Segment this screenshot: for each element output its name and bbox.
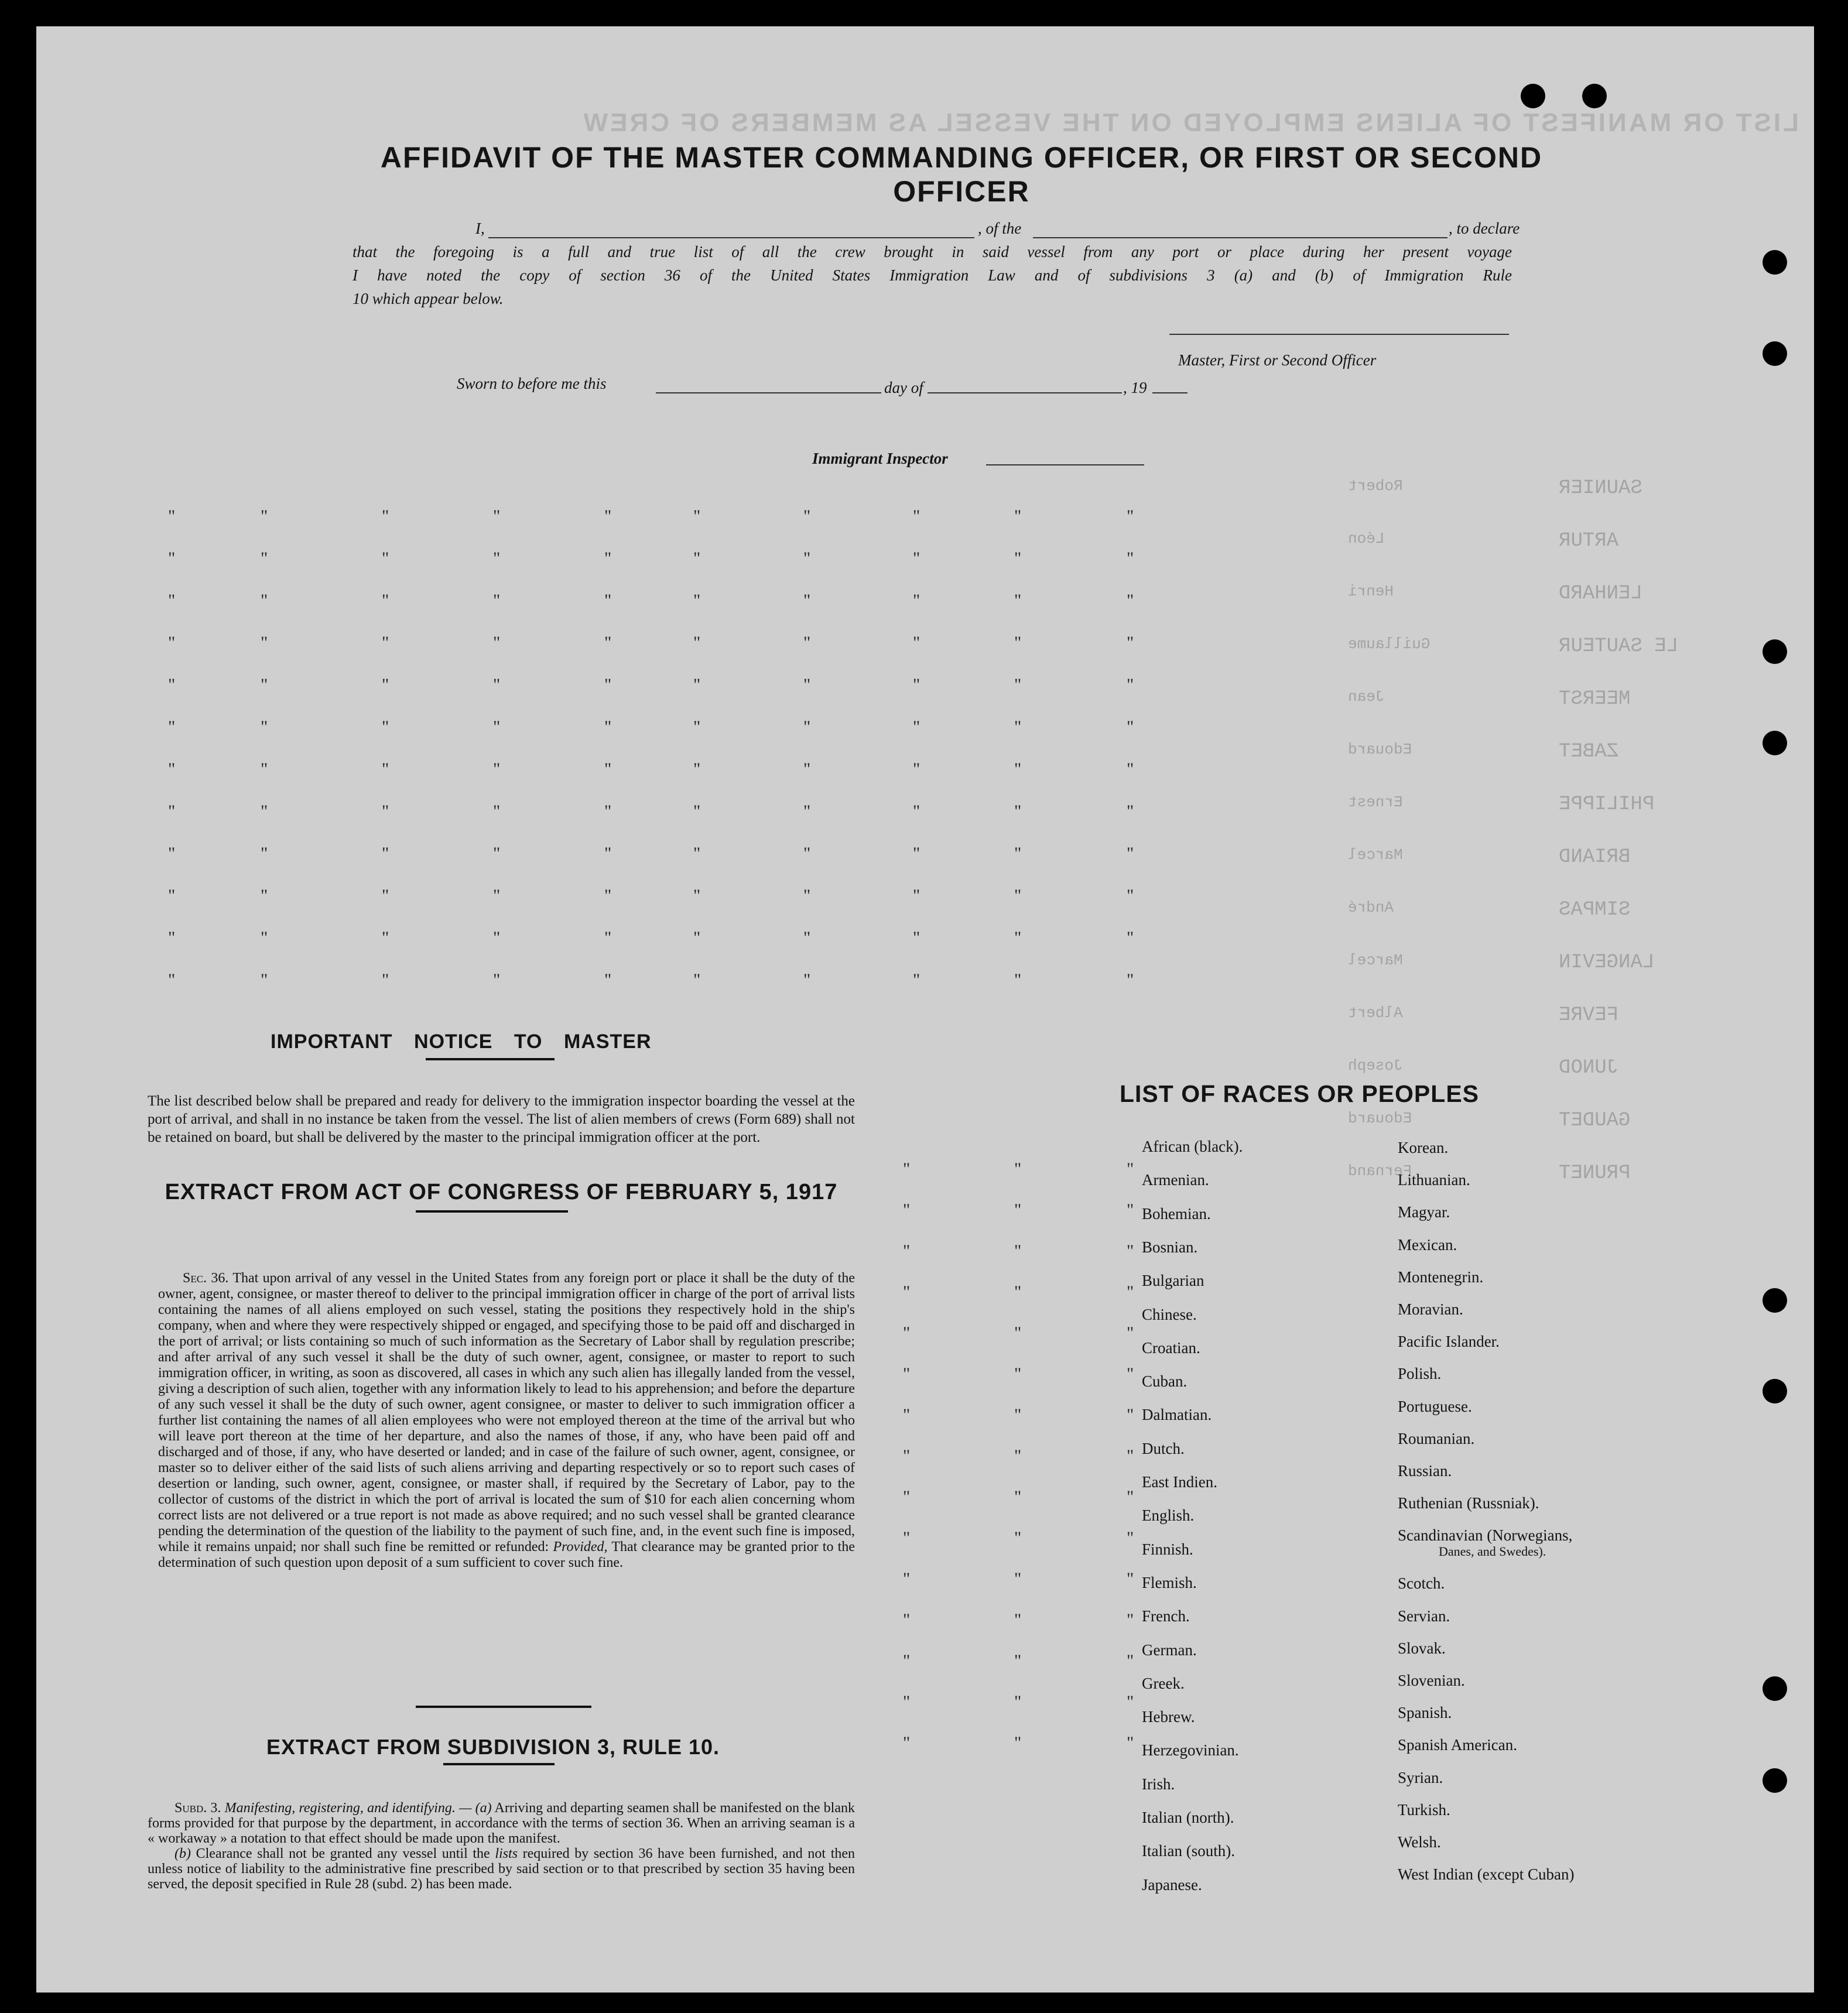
part-a-label: — (a) [459, 1800, 492, 1816]
notice-text: The list described below shall be prepared and ready for delivery to the immigration inspector boarding the vessel at the port of arrival, and shall in no instance be taken from the vessel. The list of alien members of crews (Form 689) shall not be retained on board, but shall be delivered by the master to the principal immigration officer at the port. [148, 1093, 855, 1145]
ditto-mark: " [1127, 1200, 1134, 1220]
ditto-mark: " [803, 549, 811, 568]
subd-a [148, 1800, 855, 1846]
ditto-mark: " [1014, 802, 1022, 821]
ditto-mark: " [903, 1569, 911, 1589]
ditto-mark: " [604, 844, 612, 863]
binder-hole [1763, 731, 1787, 755]
race-item: Lithuanian. [1398, 1171, 1470, 1189]
binder-hole [1763, 341, 1787, 366]
ditto-mark: " [493, 759, 501, 779]
ditto-mark: " [1014, 506, 1022, 526]
bleed-through-given-name: Ernest [1348, 793, 1403, 811]
ditto-mark: " [913, 844, 920, 863]
ditto-mark: " [493, 802, 501, 821]
ditto-mark: " [1127, 1241, 1134, 1261]
bleed-through-surname: FEVRE [1559, 1004, 1619, 1026]
race-item: Armenian. [1142, 1171, 1209, 1189]
bleed-through-surname: LE SAUTEUR [1559, 635, 1679, 658]
part-a-text: Arriving and departing seamen shall be manifested on the blank forms provided for that purpose by the department, in accordance with the terms of section 36. When an arriving seaman is a « workaway » a notation to that effect should be made upon the manifest. [148, 1800, 855, 1846]
bleed-through-given-name: Léon [1348, 530, 1385, 547]
race-item: Croatian. [1142, 1338, 1200, 1357]
ditto-mark: " [168, 591, 176, 610]
ditto-mark: " [803, 886, 811, 905]
ditto-mark: " [382, 591, 389, 610]
ditto-mark: " [1127, 1405, 1134, 1425]
ditto-mark: " [1127, 844, 1134, 863]
ditto-mark: " [1014, 759, 1022, 779]
race-item: Greek. [1142, 1674, 1185, 1692]
ditto-mark: " [903, 1323, 911, 1343]
ditto-mark: " [1127, 633, 1134, 652]
race-item: Chinese. [1142, 1305, 1197, 1323]
ditto-mark: " [382, 928, 389, 947]
ditto-mark: " [493, 506, 501, 526]
ditto-mark: " [1014, 633, 1022, 652]
affidavit-title: AFFIDAVIT OF THE MASTER COMMANDING OFFICER, OR FIRST OR SECOND OFFICER [380, 141, 1543, 208]
ditto-mark: " [913, 717, 920, 737]
race-item: Finnish. [1142, 1540, 1193, 1558]
ditto-mark: " [168, 633, 176, 652]
ditto-mark: " [382, 549, 389, 568]
ditto-mark: " [903, 1610, 911, 1629]
race-item: Turkish. [1398, 1800, 1450, 1819]
ditto-mark: " [1127, 1364, 1134, 1384]
ditto-mark: " [1127, 549, 1134, 568]
race-item: Scotch. [1398, 1574, 1445, 1593]
ditto-mark: " [382, 802, 389, 821]
binder-hole [1763, 639, 1787, 664]
ditto-mark: " [1014, 1282, 1022, 1302]
ditto-mark: " [693, 717, 701, 737]
inspector-label: Immigrant Inspector [812, 450, 948, 467]
bleed-through-given-name: André [1348, 899, 1394, 916]
ditto-mark: " [1014, 1364, 1022, 1384]
race-item: Bulgarian [1142, 1272, 1204, 1290]
ditto-mark: " [803, 970, 811, 990]
bleed-through-surname: SAUNIER [1559, 477, 1642, 499]
ditto-mark: " [1127, 717, 1134, 737]
ditto-mark: " [261, 759, 268, 779]
race-item: Portuguese. [1398, 1397, 1472, 1415]
ditto-mark: " [1014, 928, 1022, 947]
rule-title-underline [443, 1763, 555, 1765]
race-item: Welsh. [1398, 1833, 1441, 1851]
ditto-mark: " [903, 1692, 911, 1711]
bleed-through-surname: GAUDET [1559, 1110, 1631, 1132]
ditto-mark: " [1014, 1733, 1022, 1752]
ditto-mark: " [261, 886, 268, 905]
ditto-mark: " [382, 506, 389, 526]
race-item: Montenegrin. [1398, 1268, 1484, 1286]
ditto-mark: " [693, 633, 701, 652]
ditto-mark: " [382, 970, 389, 990]
bleed-through-given-name: Guillaume [1348, 635, 1431, 653]
race-item: Polish. [1398, 1365, 1442, 1383]
race-item: Slovenian. [1398, 1672, 1465, 1689]
race-item: Roumanian. [1398, 1429, 1475, 1447]
bleed-through-given-name: Albert [1348, 1004, 1403, 1022]
ditto-mark: " [604, 633, 612, 652]
bleed-through-surname: ZABET [1559, 741, 1619, 763]
bleed-through-given-name: Jean [1348, 688, 1385, 706]
ditto-mark: " [693, 549, 701, 568]
ditto-mark: " [1127, 802, 1134, 821]
ditto-mark: " [1127, 1651, 1134, 1670]
binder-hole [1763, 1379, 1787, 1403]
race-item: Irish. [1142, 1775, 1175, 1793]
ditto-mark: " [1014, 970, 1022, 990]
ditto-mark: " [168, 844, 176, 863]
ditto-mark: " [1014, 1692, 1022, 1711]
ditto-mark: " [604, 886, 612, 905]
binder-hole [1582, 84, 1607, 108]
day-of-label: day of [884, 379, 923, 396]
ditto-mark: " [493, 591, 501, 610]
inspector-signature-line [986, 464, 1144, 465]
races-column-1 [1142, 1138, 1388, 1922]
act-extract-end-rule [416, 1706, 591, 1708]
race-item: Scandinavian (Norwegians, [1398, 1526, 1573, 1545]
bleed-through-given-name: Fernand [1348, 1162, 1412, 1180]
ditto-mark: " [493, 549, 501, 568]
bleed-through-given-name: Joseph [1348, 1057, 1403, 1074]
ditto-mark: " [261, 506, 268, 526]
race-item: Bohemian. [1142, 1204, 1211, 1223]
ditto-mark: " [382, 675, 389, 694]
ditto-mark: " [803, 633, 811, 652]
act-title-underline [416, 1210, 568, 1213]
ditto-mark: " [604, 759, 612, 779]
ditto-mark: " [903, 1364, 911, 1384]
ditto-mark: " [1127, 1528, 1134, 1548]
ditto-mark: " [903, 1241, 911, 1261]
ditto-mark: " [168, 717, 176, 737]
ditto-mark: " [903, 1200, 911, 1220]
race-item: Moravian. [1398, 1300, 1463, 1318]
ditto-mark: " [604, 549, 612, 568]
race-item: Dalmatian. [1142, 1406, 1212, 1424]
affidavit-i-label: I, [475, 220, 485, 237]
provided-label: Provided, [553, 1539, 608, 1555]
ditto-mark: " [693, 970, 701, 990]
master-signature-line [1169, 334, 1509, 335]
ditto-mark: " [913, 928, 920, 947]
ditto-mark: " [168, 549, 176, 568]
rule-extract-title: EXTRACT FROM SUBDIVISION 3, RULE 10. [266, 1735, 720, 1759]
ditto-mark: " [803, 506, 811, 526]
bleed-through-header: LIST OR MANIFEST OF ALIENS EMPLOYED ON THE VESSEL AS MEMBERS OF CREW [581, 108, 1799, 137]
ditto-mark: " [1014, 1487, 1022, 1507]
ditto-mark: " [168, 759, 176, 779]
ditto-mark: " [261, 928, 268, 947]
ditto-mark: " [604, 675, 612, 694]
ditto-mark: " [168, 506, 176, 526]
affidavit-of-the-label: , of the [978, 220, 1022, 237]
rule-extract-text [148, 1800, 855, 1892]
ditto-mark: " [261, 591, 268, 610]
race-item: French. [1142, 1607, 1190, 1625]
bleed-through-surname: LENHARD [1559, 583, 1642, 605]
bleed-through-given-name: Edouard [1348, 1110, 1412, 1127]
ditto-mark: " [913, 633, 920, 652]
ditto-mark: " [1127, 1323, 1134, 1343]
ditto-mark: " [493, 928, 501, 947]
ditto-mark: " [1014, 1446, 1022, 1466]
year-label: , 19 [1123, 379, 1147, 396]
binder-hole [1763, 1288, 1787, 1313]
master-signature-label: Master, First or Second Officer [1178, 351, 1377, 369]
ditto-mark: " [693, 675, 701, 694]
ditto-mark: " [604, 506, 612, 526]
ditto-mark: " [903, 1651, 911, 1670]
ditto-mark: " [261, 549, 268, 568]
race-item: Russian. [1398, 1462, 1452, 1480]
ditto-mark: " [493, 886, 501, 905]
bleed-through-given-name: Henri [1348, 583, 1394, 600]
ditto-mark: " [693, 802, 701, 821]
bleed-through-given-name: Marcel [1348, 951, 1403, 969]
ditto-mark: " [1014, 1323, 1022, 1343]
affidavit-line-3: I have noted the copy of section 36 of the United States Immigration Law and of subdivisions 3 (a) and (b) of Immigration Rule [353, 266, 1512, 284]
ditto-mark: " [382, 717, 389, 737]
sworn-day-blank [656, 392, 881, 393]
race-item: Danes, and Swedes). [1439, 1544, 1546, 1559]
part-b-lists: lists [495, 1846, 518, 1861]
notice-title-underline [426, 1058, 555, 1060]
ditto-mark: " [1127, 591, 1134, 610]
ditto-mark: " [903, 1282, 911, 1302]
year-blank [1152, 392, 1187, 393]
ditto-mark: " [1127, 506, 1134, 526]
race-item: Pacific Islander. [1398, 1333, 1500, 1351]
race-item: Italian (north). [1142, 1809, 1234, 1826]
ditto-mark: " [803, 928, 811, 947]
race-item: Dutch. [1142, 1439, 1185, 1457]
section-body-end: That clearance may be granted prior to the determination of such question upon deposit of a sum sufficient to cover such fine. [158, 1539, 855, 1570]
ditto-mark: " [903, 1528, 911, 1548]
ditto-mark: " [261, 844, 268, 863]
ditto-mark: " [1014, 1200, 1022, 1220]
ditto-mark: " [261, 675, 268, 694]
ditto-mark: " [913, 591, 920, 610]
ditto-mark: " [261, 717, 268, 737]
ditto-mark: " [1127, 759, 1134, 779]
binder-hole [1763, 1768, 1787, 1793]
ditto-mark: " [693, 759, 701, 779]
vessel-blank [1033, 237, 1447, 238]
ditto-mark: " [913, 549, 920, 568]
ditto-mark: " [1014, 591, 1022, 610]
ditto-mark: " [604, 717, 612, 737]
ditto-mark: " [693, 886, 701, 905]
affidavit-line-4: 10 which appear below. [353, 290, 504, 307]
ditto-mark: " [903, 1733, 911, 1752]
ditto-mark: " [1127, 1610, 1134, 1629]
binder-hole [1521, 84, 1545, 108]
binder-hole [1763, 250, 1787, 275]
ditto-mark: " [913, 802, 920, 821]
race-item: Servian. [1398, 1607, 1450, 1625]
races-title: LIST OF RACES OR PEOPLES [1120, 1080, 1480, 1107]
race-item: Italian (south). [1142, 1842, 1235, 1860]
ditto-mark: " [1014, 1241, 1022, 1261]
ditto-mark: " [493, 844, 501, 863]
ditto-mark: " [604, 591, 612, 610]
bleed-through-surname: LANGEVIN [1559, 951, 1655, 974]
race-item: Mexican. [1398, 1235, 1457, 1254]
bleed-through-given-name: Marcel [1348, 846, 1403, 864]
subd-label: Subd. 3. [174, 1800, 221, 1816]
ditto-mark: " [913, 675, 920, 694]
ditto-mark: " [382, 633, 389, 652]
ditto-mark: " [382, 886, 389, 905]
ditto-mark: " [1127, 675, 1134, 694]
ditto-mark: " [1127, 1487, 1134, 1507]
section-label: Sec. 36. [183, 1271, 229, 1286]
bleed-through-surname: PHILIPPE [1559, 793, 1655, 816]
notice-title: IMPORTANT NOTICE TO MASTER [271, 1031, 652, 1053]
ditto-mark: " [1014, 717, 1022, 737]
subd-b [148, 1846, 855, 1892]
race-item: Korean. [1398, 1139, 1449, 1156]
ditto-mark: " [168, 802, 176, 821]
ditto-mark: " [1127, 1446, 1134, 1466]
race-item: Hebrew. [1142, 1708, 1195, 1726]
ditto-mark: " [913, 886, 920, 905]
ditto-mark: " [604, 970, 612, 990]
affidavit-to-declare-label: , to declare [1449, 220, 1520, 237]
manifest-back-page [36, 26, 1814, 1993]
race-item: East Indien. [1142, 1473, 1217, 1491]
ditto-mark: " [903, 1159, 911, 1179]
race-item: Flemish. [1142, 1573, 1197, 1591]
ditto-mark: " [803, 717, 811, 737]
part-b-text-1: Clearance shall not be granted any vessel until the [196, 1846, 490, 1861]
ditto-mark: " [1014, 1405, 1022, 1425]
bleed-through-given-name: Edouard [1348, 741, 1412, 758]
ditto-mark: " [168, 928, 176, 947]
ditto-mark: " [493, 970, 501, 990]
ditto-mark: " [1127, 1692, 1134, 1711]
bleed-through-surname: PRUNET [1559, 1162, 1631, 1184]
race-item: English. [1142, 1507, 1195, 1525]
ditto-mark: " [693, 591, 701, 610]
ditto-mark: " [261, 633, 268, 652]
ditto-mark: " [1014, 844, 1022, 863]
bleed-through-given-name: Robert [1348, 477, 1403, 495]
ditto-mark: " [903, 1405, 911, 1425]
race-item: Herzegovinian. [1142, 1741, 1239, 1759]
ditto-mark: " [493, 675, 501, 694]
section-body: That upon arrival of any vessel in the United States from any foreign port or place it shall be the duty of the owner, agent, consignee, or master thereof to deliver to the principal immigration officer in charge of the port of arrival lists containing the names of all aliens employed on such vessel, stating the positions they respectively hold in the ship's company, when and where they were respectively shipped or engaged, and specifying those to be paid off and discharged in the port of arrival; or lists containing so much of such information as the Secretary of Labor shall by regulation prescribe; and after arrival of any such vessel it shall be the duty of such owner, agent, consignee, or master to report to such immigration officer, in writing, as soon as discovered, all cases in which any such alien has illegally landed from the vessel, giving a description of such alien, together with any information likely to lead to his apprehension; and before the departure of any such vessel it shall be the duty of such owner, agent consignee, or master to deliver to such immigration officer a further list containing the names of all alien employees who were not employed thereon at the time of the arrival but who will leave port thereon at the time of her departure, and also the names of those, if any, who have been paid off and discharged and of those, if any, who have deserted or landed; and in case of the failure of such owner, agent, consignee, or master so to deliver either of the said lists of such aliens arriving and departing respectively or so to report such cases of desertion or landing, such owner, agent, consignee, or master shall, if required by the Secretary of Labor, pay to the collector of customs of the district in which the port of arrival is located the sum of $10 for each alien concerning whom correct lists are not delivered or a true report is not made as above required; and no such vessel shall be granted clearance pending the determination of the question of the liability to the payment of such fine, and, in the event such fine is imposed, while it remains unpaid; nor shall such fine be remitted or refunded: [158, 1271, 855, 1555]
race-item: Ruthenian (Russniak). [1398, 1494, 1539, 1512]
race-item: African (black). [1142, 1138, 1243, 1155]
ditto-mark: " [1127, 970, 1134, 990]
ditto-mark: " [168, 886, 176, 905]
part-b-text-2: required by section 36 have been furnished, and not then unless notice of liability to the administrative fine prescribed by said section or to that prescribed by section 35 having been served, the deposit specified in Rule 28 (subd. 2) has been made. [148, 1846, 855, 1892]
ditto-mark: " [913, 506, 920, 526]
name-blank [488, 237, 974, 238]
ditto-mark: " [693, 928, 701, 947]
ditto-mark: " [1127, 928, 1134, 947]
affidavit-line-2: that the foregoing is a full and true list of all the crew brought in said vessel from any port or place during her present voyage [353, 243, 1512, 261]
ditto-mark: " [168, 970, 176, 990]
ditto-mark: " [261, 970, 268, 990]
race-item: Spanish. [1398, 1704, 1452, 1722]
ditto-mark: " [261, 802, 268, 821]
bleed-through-surname: JUNOD [1559, 1057, 1619, 1079]
race-item: Slovak. [1398, 1639, 1446, 1657]
ditto-mark: " [604, 802, 612, 821]
ditto-mark: " [1014, 1610, 1022, 1629]
race-item: German. [1142, 1641, 1197, 1659]
ditto-mark: " [803, 591, 811, 610]
ditto-mark: " [493, 717, 501, 737]
ditto-mark: " [913, 970, 920, 990]
ditto-mark: " [1127, 1569, 1134, 1589]
race-item: Bosnian. [1142, 1238, 1198, 1256]
race-item: Spanish American. [1398, 1736, 1517, 1754]
ditto-mark: " [903, 1446, 911, 1466]
bleed-through-surname: ARTUR [1559, 530, 1619, 552]
binder-hole [1763, 1676, 1787, 1701]
ditto-mark: " [1014, 1528, 1022, 1548]
month-blank [928, 392, 1122, 393]
act-extract-text [158, 1271, 855, 1571]
ditto-mark: " [168, 675, 176, 694]
ditto-mark: " [1127, 1733, 1134, 1752]
bleed-through-surname: BRIAND [1559, 846, 1631, 868]
race-item: West Indian (except Cuban) [1398, 1865, 1575, 1884]
subd-heading: Manifesting, registering, and identifying. [224, 1800, 456, 1816]
ditto-mark: " [1014, 1651, 1022, 1670]
race-item: Magyar. [1398, 1203, 1450, 1221]
races-column-2 [1398, 1139, 1726, 1923]
ditto-mark: " [803, 844, 811, 863]
act-extract-title: EXTRACT FROM ACT OF CONGRESS OF FEBRUARY 5, 1917 [165, 1180, 838, 1204]
ditto-mark: " [913, 759, 920, 779]
ditto-mark: " [693, 506, 701, 526]
ditto-mark: " [803, 802, 811, 821]
ditto-mark: " [1127, 1159, 1134, 1179]
bleed-through-surname: MEERST [1559, 688, 1631, 710]
ditto-mark: " [803, 759, 811, 779]
ditto-mark: " [1014, 1159, 1022, 1179]
race-item: Cuban. [1142, 1372, 1187, 1391]
ditto-mark: " [382, 759, 389, 779]
ditto-mark: " [493, 633, 501, 652]
part-b-label: (b) [174, 1846, 191, 1861]
ditto-mark: " [382, 844, 389, 863]
ditto-mark: " [604, 928, 612, 947]
ditto-mark: " [1014, 675, 1022, 694]
race-item: Japanese. [1142, 1875, 1202, 1894]
bleed-through-surname: SIMPAS [1559, 899, 1631, 921]
ditto-mark: " [1014, 549, 1022, 568]
ditto-mark: " [1014, 1569, 1022, 1589]
ditto-mark: " [803, 675, 811, 694]
ditto-mark: " [1014, 886, 1022, 905]
ditto-mark: " [1127, 1282, 1134, 1302]
ditto-mark: " [903, 1487, 911, 1507]
sworn-label: Sworn to before me this [457, 375, 607, 392]
ditto-mark: " [1127, 886, 1134, 905]
race-item: Syrian. [1398, 1768, 1443, 1786]
ditto-mark: " [693, 844, 701, 863]
